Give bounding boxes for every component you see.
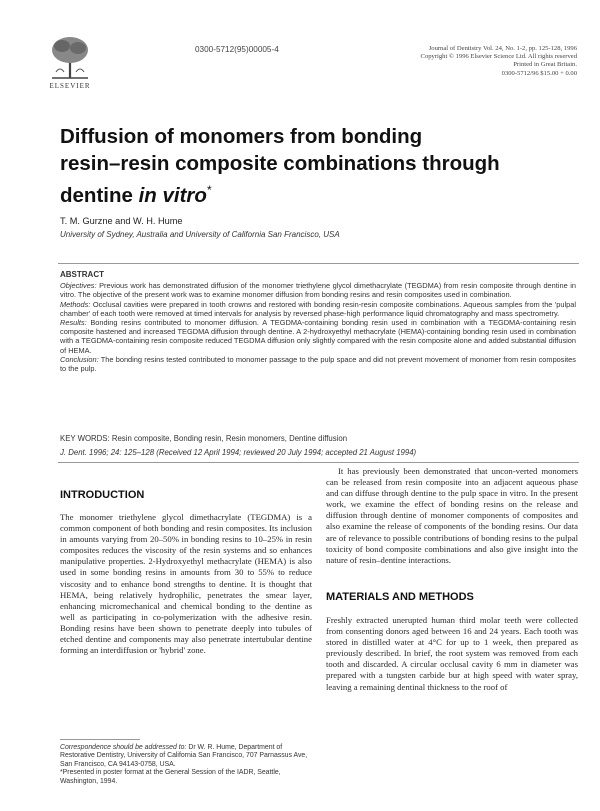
abstract-heading: ABSTRACT xyxy=(60,270,104,279)
title-line: Diffusion of monomers from bonding xyxy=(60,125,423,148)
publisher-logo xyxy=(40,32,100,92)
abstract-conclusion xyxy=(60,355,576,373)
intro-body xyxy=(60,512,312,656)
article-title xyxy=(60,123,580,209)
authors: T. M. Gurzne and W. H. Hume xyxy=(60,216,183,226)
abstract-objectives xyxy=(60,281,576,299)
intro-heading: INTRODUCTION xyxy=(60,489,145,501)
correspondence-text: Dr W. R. Hume, Department of Restorative Dentistry, University of California San Francisco, 707 Parnassus Ave, San Francisco, CA 94143-0758, USA. xyxy=(60,744,308,768)
keywords: KEY WORDS: Resin composite, Bonding resin, Resin monomers, Dentine diffusion xyxy=(60,434,348,443)
journal-line: 0300-5712/96 $15.00 + 0.00 xyxy=(501,69,577,77)
divider xyxy=(58,263,579,264)
methods-heading: MATERIALS AND METHODS xyxy=(326,590,474,603)
paragraph: Freshly extracted unerupted human third molar teeth were collected from consenting donors aged between 16 and 24 years. Each tooth was stored in distilled water at 4°C for up to 1 week, then prepared as previously described. In brief, the root system was removed from each tooth and discarded. A circular occlusal cavity 6 mm in diameter was prepared with a tungsten carbide bur at high speed with water spray, leaving a remaining dentinal thickness to the roof of xyxy=(326,614,578,692)
divider xyxy=(58,462,579,463)
presented-note: *Presented in poster format at the General Session of the IADR, Seattle, Washington, 1994. xyxy=(60,769,281,785)
publisher-name: ELSEVIER xyxy=(49,82,91,90)
right-column xyxy=(326,466,578,693)
journal-line: Copyright © 1996 Elsevier Science Ltd. All rights reserved xyxy=(420,53,577,61)
abstract-text: The bonding resins tested contributed to monomer passage to the pulp space and did not prevent movement of monomer from resin composites to the pulp. xyxy=(60,354,576,374)
journal-line: Journal of Dentistry Vol. 24, No. 1-2, pp. 125-128, 1996 xyxy=(428,45,577,52)
abstract-label: Results: xyxy=(60,318,87,328)
citation: J. Dent. 1996; 24: 125–128 (Received 12 April 1994; reviewed 20 July 1994; accepted 21 August 1994) xyxy=(60,448,417,457)
abstract-text: Occlusal cavities were prepared in tooth crowns and restored with bonding resin-resin composite combinations. Aqueous samples from the 'pulpal chamber' of each tooth were removed at timed intervals for analysis by reversed phase-high performance liquid chromatography and mass spectrometry. xyxy=(60,299,576,318)
footnote-divider xyxy=(60,739,140,740)
abstract-label: Conclusion: xyxy=(60,354,99,364)
abstract-methods xyxy=(60,300,576,318)
footnote xyxy=(60,744,312,786)
article-code: 0300-5712(95)00005-4 xyxy=(195,45,279,54)
affiliation: University of Sydney, Australia and University of California San Francisco, USA xyxy=(60,230,340,239)
correspondence xyxy=(60,744,312,769)
title-italic: in vitro xyxy=(138,183,207,207)
abstract-label: Objectives: xyxy=(60,281,97,291)
correspondence-label: Correspondence should be addressed to: xyxy=(60,744,187,751)
intro-paragraph: The monomer triethylene glycol dimethacrylate (TEGDMA) is a common component of both bonding and resin composites. Its inclusion in amounts varying from 20–50% in bonding resins to 10–25% in resin composites reduces the viscosity of the resin systems and so enhances manipulative properties. 2-Hydroxyethyl methacrylate (HEMA) is also used in some bonding resins in amounts from 30 to 55% to reduce viscosity and to enhance bond strengths to dentine. It is thought that HEMA, being relatively hydrophilic, penetrates the smear layer, enhancing micromechanical and chemical bonding to the dentine as well as participating in co-polymerization with the adhesive resin. Bonding resins have been shown to penetrate deeply into tubules of etched dentine and components may also penetrate intertubular dentine forming an interdiffusion or 'hybrid' zone. xyxy=(60,512,312,656)
elsevier-tree-icon xyxy=(40,32,100,82)
title-footnote-mark: * xyxy=(206,183,212,197)
title-line xyxy=(60,177,580,209)
paragraph: It has previously been demonstrated that uncon-verted monomers can be released from resin composite into an adjacent aqueous phase and can diffuse through dentine to the pulp space in vitro. In the present work, we examine the effect of bonding resins on the release and diffusion through dentine of monomer components of composites and also examine the release of components of the bonding resins. Our data are of relevance to possible contributions of bonding resins to the pulpal toxicity of bond composite combinations and also give insight into the nature of resin–dentine interactions. xyxy=(326,466,578,565)
abstract-text: Bonding resins contributed to monomer diffusion. A TEGDMA-containing bonding resin used in combination with a TEGDMA-containing resin composite hastened and increased TEGDMA diffusion through dentine. A 2-hydroxyethyl methacrylate (HEMA)-containing bonding resin used in combination with a TEGDMA-containing resin composite reduced TEGDMA diffusion only slightly compared with the resin composite alone and added substantial diffusion of HEMA. xyxy=(60,318,576,355)
abstract-text: Previous work has demonstrated diffusion of the monomer triethylene glycol dimethacrylate (TEGDMA) from resin composite through dentine in vitro. The objective of the present work was to examine monomer diffusion from bonding resins and resin composites used in combination. xyxy=(60,281,576,300)
abstract-results xyxy=(60,318,576,355)
abstract xyxy=(60,270,576,373)
title-line: resin–resin composite combinations through xyxy=(60,152,500,175)
journal-line: Printed in Great Britain. xyxy=(513,61,577,69)
journal-info xyxy=(372,45,577,78)
title-line-main: dentine xyxy=(60,183,139,207)
abstract-label: Methods: xyxy=(60,299,91,309)
